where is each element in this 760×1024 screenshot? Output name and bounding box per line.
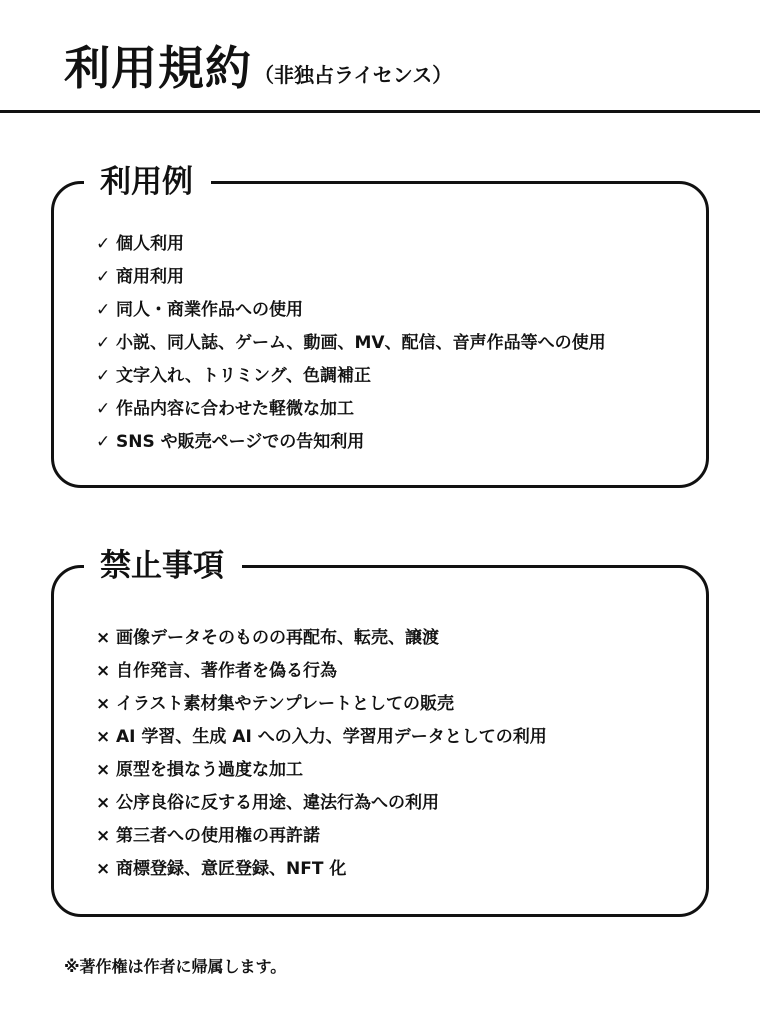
list-item-text: 商標登録、意匠登録、NFT 化 bbox=[116, 859, 347, 879]
list-item bbox=[96, 853, 547, 886]
list-item bbox=[96, 261, 606, 294]
check-icon: ✓ bbox=[96, 267, 111, 287]
cross-icon: × bbox=[96, 628, 111, 648]
page-subtitle: （非独占ライセンス） bbox=[254, 63, 453, 87]
check-icon: ✓ bbox=[96, 432, 111, 452]
cross-icon: × bbox=[96, 793, 111, 813]
list-item-text: SNS や販売ページでの告知利用 bbox=[116, 432, 365, 452]
check-icon: ✓ bbox=[96, 333, 111, 353]
list-item-text: 公序良俗に反する用途、違法行為への利用 bbox=[116, 793, 439, 813]
list-item bbox=[96, 721, 547, 754]
prohibited-section-title: 禁止事項 bbox=[84, 542, 242, 590]
list-item bbox=[96, 820, 547, 853]
list-item bbox=[96, 622, 547, 655]
list-item-text: AI 学習、生成 AI への入力、学習用データとしての利用 bbox=[116, 727, 547, 747]
list-item-text: 個人利用 bbox=[116, 234, 184, 254]
cross-icon: × bbox=[96, 727, 111, 747]
list-item-text: 自作発言、著作者を偽る行為 bbox=[116, 661, 337, 681]
prohibited-section bbox=[51, 548, 709, 917]
usage-section-title: 利用例 bbox=[84, 158, 211, 206]
list-item bbox=[96, 360, 606, 393]
list-item bbox=[96, 754, 547, 787]
cross-icon: × bbox=[96, 694, 111, 714]
list-item-text: 商用利用 bbox=[116, 267, 184, 287]
list-item-text: 作品内容に合わせた軽微な加工 bbox=[116, 399, 354, 419]
check-icon: ✓ bbox=[96, 399, 111, 419]
list-item bbox=[96, 688, 547, 721]
list-item-text: 第三者への使用権の再許諾 bbox=[116, 826, 320, 846]
cross-icon: × bbox=[96, 760, 111, 780]
list-item bbox=[96, 426, 606, 459]
usage-list bbox=[96, 228, 606, 459]
list-item bbox=[96, 327, 606, 360]
check-icon: ✓ bbox=[96, 300, 111, 320]
list-item bbox=[96, 294, 606, 327]
list-item-text: 原型を損なう過度な加工 bbox=[116, 760, 303, 780]
check-icon: ✓ bbox=[96, 366, 111, 386]
page-title: 利用規約 bbox=[64, 41, 252, 95]
cross-icon: × bbox=[96, 661, 111, 681]
prohibited-list bbox=[96, 622, 547, 886]
list-item-text: 小説、同人誌、ゲーム、動画、MV、配信、音声作品等への使用 bbox=[116, 333, 606, 353]
list-item-text: イラスト素材集やテンプレートとしての販売 bbox=[116, 694, 454, 714]
list-item bbox=[96, 655, 547, 688]
check-icon: ✓ bbox=[96, 234, 111, 254]
list-item-text: 画像データそのものの再配布、転売、譲渡 bbox=[116, 628, 439, 648]
usage-section bbox=[51, 164, 709, 488]
list-item-text: 文字入れ、トリミング、色調補正 bbox=[116, 366, 371, 386]
copyright-note: ※著作権は作者に帰属します。 bbox=[64, 957, 287, 976]
list-item bbox=[96, 228, 606, 261]
list-item bbox=[96, 393, 606, 426]
list-item bbox=[96, 787, 547, 820]
cross-icon: × bbox=[96, 826, 111, 846]
cross-icon: × bbox=[96, 859, 111, 879]
list-item-text: 同人・商業作品への使用 bbox=[116, 300, 303, 320]
header bbox=[0, 0, 760, 113]
